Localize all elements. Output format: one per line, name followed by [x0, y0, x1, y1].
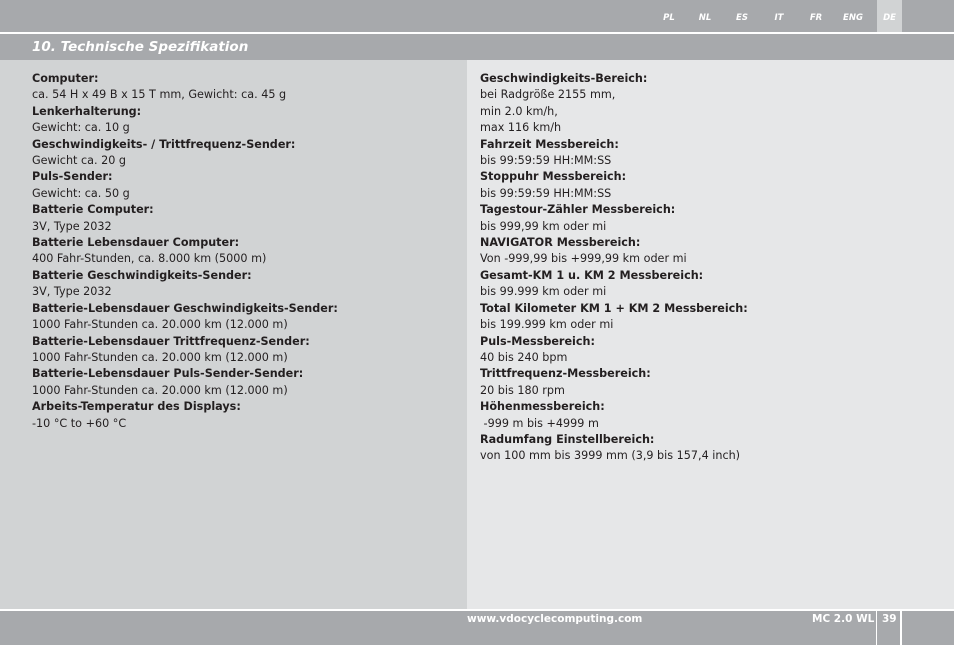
footer-divider-right — [900, 611, 902, 645]
spec-value: bis 99:59:59 HH:MM:SS — [480, 186, 612, 200]
footer-divider — [876, 611, 877, 645]
spec-label: Geschwindigkeits-Bereich: — [480, 72, 648, 85]
spec-value: 3V, Type 2032 — [32, 219, 112, 233]
section-header — [0, 33, 954, 60]
spec-value: bis 99.999 km oder mi — [480, 285, 607, 299]
lang-tab-fr[interactable]: FR — [809, 13, 823, 23]
spec-label: Puls-Messbereich: — [480, 334, 595, 348]
spec-label: Radumfang Einstellbereich: — [480, 432, 655, 446]
spec-label: Höhenmessbereich: — [480, 400, 605, 414]
model-name: MC 2.0 WL — [812, 613, 875, 625]
spec-label: Computer: — [32, 72, 99, 85]
language-bar — [0, 0, 954, 32]
spec-value: 1000 Fahr-Stunden ca. 20.000 km (12.000 m) — [32, 318, 288, 332]
spec-value: 400 Fahr-Stunden, ca. 8.000 km (5000 m) — [32, 252, 267, 266]
lang-tab-de-label: DE — [883, 13, 896, 23]
spec-value: Gewicht: ca. 10 g — [32, 121, 130, 135]
spec-value: 1000 Fahr-Stunden ca. 20.000 km (12.000 m) — [32, 383, 288, 397]
lang-tab-pl[interactable]: PL — [663, 13, 675, 23]
spec-label: Batterie Lebensdauer Computer: — [32, 236, 240, 250]
lang-tab-eng[interactable]: ENG — [843, 13, 863, 23]
spec-label: Batterie-Lebensdauer Trittfrequenz-Sender: — [32, 334, 310, 348]
spec-value: bei Radgröße 2155 mm, min 2.0 km/h, max 116 km/h — [480, 88, 616, 135]
spec-value: 20 bis 180 rpm — [480, 383, 565, 397]
spec-value: von 100 mm bis 3999 mm (3,9 bis 157,4 inch) — [480, 449, 741, 463]
spec-label: Lenkerhalterung: — [32, 104, 142, 118]
spec-value: 40 bis 240 bpm — [480, 350, 568, 364]
spec-label: Batterie-Lebensdauer Geschwindigkeits-Sender: — [32, 301, 338, 315]
spec-label: Batterie Geschwindigkeits-Sender: — [32, 268, 252, 282]
spec-value: 1000 Fahr-Stunden ca. 20.000 km (12.000 m) — [32, 350, 288, 364]
spec-label: Arbeits-Temperatur des Displays: — [32, 400, 241, 414]
spec-label: NAVIGATOR Messbereich: — [480, 236, 641, 250]
spec-label: Gesamt-KM 1 u. KM 2 Messbereich: — [480, 268, 704, 282]
website-url[interactable]: www.vdocyclecomputing.com — [467, 613, 643, 625]
lang-tab-es[interactable]: ES — [736, 13, 748, 23]
left-spec-column — [32, 71, 462, 432]
lang-tab-nl[interactable]: NL — [698, 13, 712, 23]
spec-label: Geschwindigkeits- / Trittfrequenz-Sender: — [32, 137, 296, 151]
spec-value: 3V, Type 2032 — [32, 285, 112, 299]
spec-label: Stoppuhr Messbereich: — [480, 170, 627, 184]
spec-value: bis 199.999 km oder mi — [480, 318, 614, 332]
spec-label: Fahrzeit Messbereich: — [480, 137, 619, 151]
spec-label: Total Kilometer KM 1 + KM 2 Messbereich: — [480, 301, 748, 315]
spec-value: Gewicht ca. 20 g — [32, 154, 127, 168]
spec-label: Batterie-Lebensdauer Puls-Sender-Sender: — [32, 367, 304, 381]
spec-value: bis 999,99 km oder mi — [480, 219, 607, 233]
spec-label: Tagestour-Zähler Messbereich: — [480, 203, 676, 217]
lang-tab-it[interactable]: IT — [774, 13, 784, 23]
spec-value: Gewicht: ca. 50 g — [32, 186, 130, 200]
spec-value: -10 °C to +60 °C — [32, 416, 127, 430]
spec-label: Puls-Sender: — [32, 170, 113, 184]
spec-value: ca. 54 H x 49 B x 15 T mm, Gewicht: ca. 45 g — [32, 88, 287, 102]
spec-value: bis 99:59:59 HH:MM:SS — [480, 154, 612, 168]
right-spec-column — [480, 71, 950, 465]
page-footer — [0, 611, 954, 645]
spec-value: -999 m bis +4999 m — [480, 416, 599, 430]
spec-value: Von -999,99 bis +999,99 km oder mi — [480, 252, 687, 266]
section-title: 10. Technische Spezifikation — [32, 39, 249, 55]
spec-label: Trittfrequenz-Messbereich: — [480, 367, 651, 381]
spec-label: Batterie Computer: — [32, 203, 154, 217]
page-number: 39 — [882, 613, 897, 625]
lang-tab-de-active[interactable] — [877, 0, 902, 32]
